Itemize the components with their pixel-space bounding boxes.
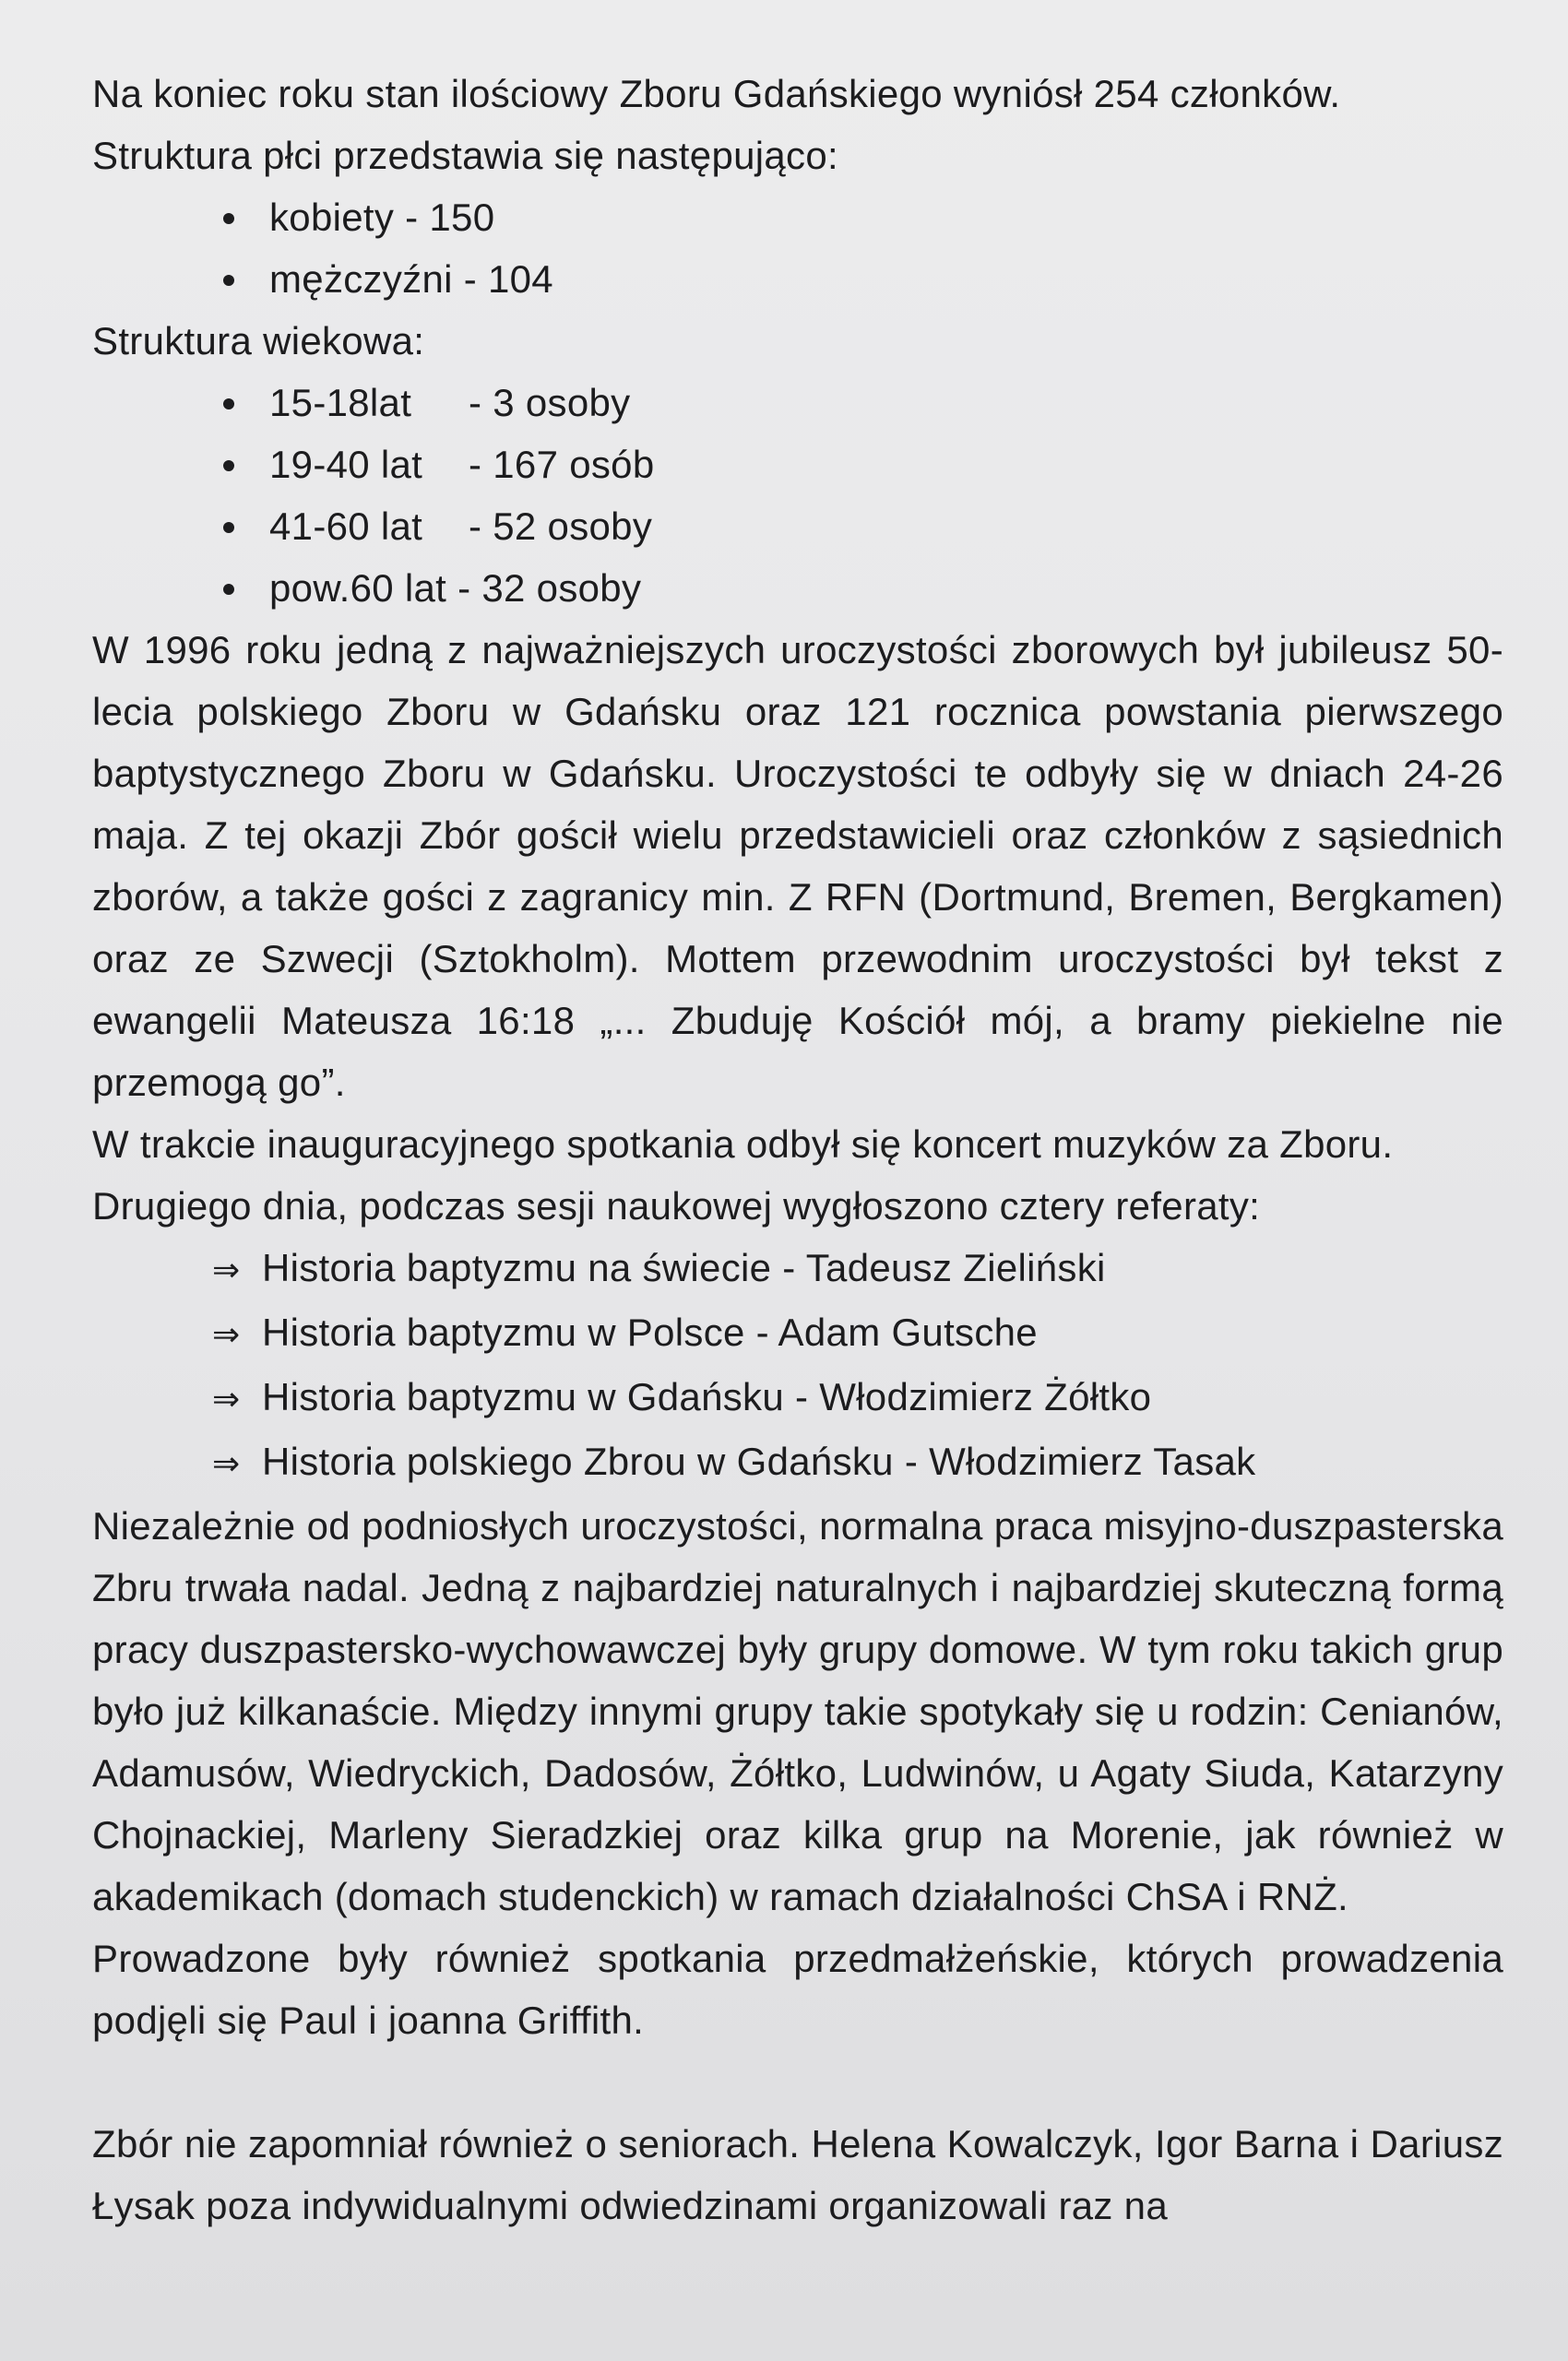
age-range: 19-40 lat bbox=[269, 443, 423, 486]
groups-paragraph: Niezależnie od podniosłych uroczystości, normalna praca misyjno-duszpasterska Zbru trwała nadal. Jedną z najbardziej naturalnych i najbardziej skuteczną formą pracy duszpastersko-wychowawczej były grupy domowe. W tym roku takich grup było już kilkanaście. Między innymi grupy takie spotykały się u rodzin: Cenianów, Adamusów, Wiedryckich, Dadosów, Żółtko, Ludwinów, u Agaty Siuda, Katarzyny Chojnackiej, Marleny Sieradzkiej oraz kilka grup na Morenie, jak również w akademikach (domach studenckich) w ramach działalności ChSA i RNŻ. bbox=[92, 1504, 1503, 1918]
lecture-title: Historia baptyzmu w Polsce - Adam Gutsche bbox=[262, 1311, 1038, 1354]
list-item bbox=[221, 372, 1503, 433]
list-item bbox=[221, 557, 1503, 619]
lecture-title: Historia baptyzmu na świecie - Tadeusz Zieliński bbox=[262, 1246, 1106, 1289]
list-item bbox=[212, 1301, 1503, 1366]
jubilee-paragraph: W 1996 roku jedną z najważniejszych uroczystości zborowych był jubileusz 50-lecia polskiego Zboru w Gdańsku oraz 121 rocznica powstania pierwszego baptystycznego Zboru w Gdańsku. Uroczystości te odbyły się w dniach 24-26 maja. Z tej okazji Zbór gościł wielu przedstawicieli oraz członków z sąsiednich zborów, a także gości z zagranicy min. Z RFN (Dortmund, Bremen, Bergkamen) oraz ze Szwecji (Sztokholm). Mottem przewodnim uroczystości był tekst z ewangelii Mateusza 16:18 „... Zbuduję Kościół mój, a bramy piekielne nie przemogą go”. bbox=[92, 628, 1503, 1104]
paragraph-gap bbox=[92, 2051, 1503, 2113]
age-range: pow.60 lat bbox=[269, 566, 447, 610]
age-heading: Struktura wiekowa: bbox=[92, 319, 425, 362]
premarital-paragraph: Prowadzone były również spotkania przedmałżeńskie, których prowadzenia podjęli się Paul i joanna Griffith. bbox=[92, 1937, 1503, 2042]
age-list bbox=[92, 372, 1503, 619]
right-arrow-icon: ⇒ bbox=[212, 1252, 241, 1289]
list-item bbox=[212, 1430, 1503, 1495]
session-line: Drugiego dnia, podczas sesji naukowej wygłoszono cztery referaty: bbox=[92, 1184, 1261, 1228]
gender-heading: Struktura płci przedstawia się następująco: bbox=[92, 134, 838, 177]
document-body bbox=[92, 63, 1503, 2236]
membership-line: Na koniec roku stan ilościowy Zboru Gdańskiego wyniósł 254 członków. bbox=[92, 72, 1341, 115]
age-count: - 52 osoby bbox=[469, 504, 653, 548]
list-item bbox=[221, 495, 1503, 557]
age-count: - 167 osób bbox=[469, 443, 655, 486]
list-item bbox=[212, 1237, 1503, 1301]
age-range: 15-18lat bbox=[269, 381, 412, 424]
right-arrow-icon: ⇒ bbox=[212, 1316, 241, 1354]
lecture-title: Historia baptyzmu w Gdańsku - Włodzimierz Żółtko bbox=[262, 1375, 1152, 1418]
lecture-list bbox=[92, 1237, 1503, 1495]
right-arrow-icon: ⇒ bbox=[212, 1445, 241, 1483]
concert-line: W trakcie inauguracyjnego spotkania odbył się koncert muzyków za Zboru. bbox=[92, 1122, 1394, 1166]
list-item bbox=[221, 433, 1503, 495]
age-count: - 3 osoby bbox=[469, 381, 631, 424]
right-arrow-icon: ⇒ bbox=[212, 1381, 241, 1418]
list-item bbox=[212, 1366, 1503, 1430]
seniors-paragraph: Zbór nie zapomniał również o seniorach. Helena Kowalczyk, Igor Barna i Dariusz Łysak poza indywidualnymi odwiedzinami organizowali raz na bbox=[92, 2122, 1503, 2227]
lecture-title: Historia polskiego Zbrou w Gdańsku - Włodzimierz Tasak bbox=[262, 1440, 1256, 1483]
list-item: mężczyźni - 104 bbox=[221, 248, 1503, 310]
age-count: - 32 osoby bbox=[457, 566, 642, 610]
gender-list bbox=[92, 186, 1503, 310]
list-item: kobiety - 150 bbox=[221, 186, 1503, 248]
age-range: 41-60 lat bbox=[269, 504, 423, 548]
